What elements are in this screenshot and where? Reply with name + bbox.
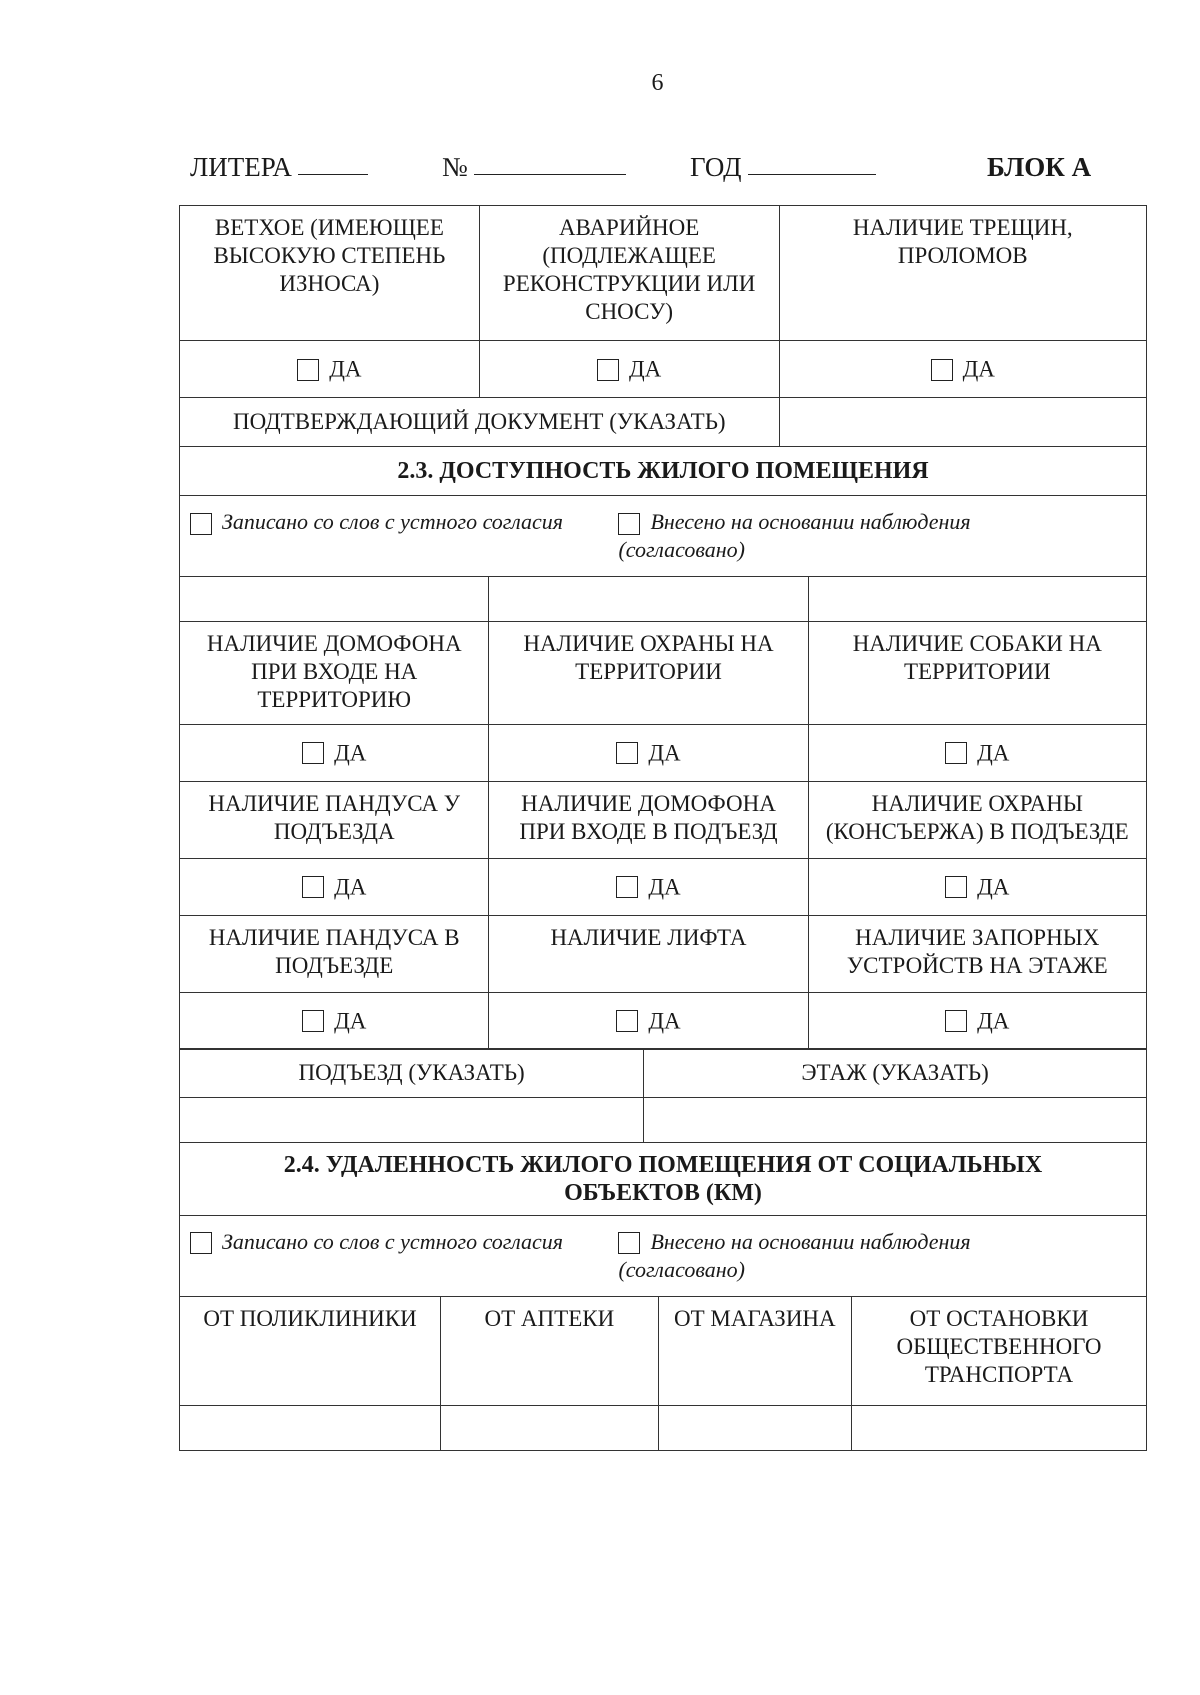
- oral-consent-option[interactable]: [190, 508, 563, 536]
- blank-cell[interactable]: [808, 576, 1146, 621]
- elevator-label: НАЛИЧИЕ ЛИФТА: [489, 915, 808, 992]
- intercom-entrance-label: НАЛИЧИЕ ДОМОФОНА ПРИ ВХОДЕ В ПОДЪЕЗД: [489, 781, 808, 858]
- blank-cell[interactable]: [489, 576, 808, 621]
- pharmacy-input[interactable]: [441, 1405, 659, 1450]
- security-territory-label: НАЛИЧИЕ ОХРАНЫ НА ТЕРРИТОРИИ: [489, 621, 808, 724]
- yes-label: ДА: [334, 1008, 367, 1034]
- floor-input[interactable]: [644, 1098, 1147, 1143]
- yes-label: ДА: [628, 356, 662, 382]
- cell-cracks: НАЛИЧИЕ ТРЕЩИН, ПРОЛОМОВ: [779, 206, 1146, 341]
- block-label: БЛОК А: [987, 152, 1092, 182]
- yes-option[interactable]: [808, 724, 1146, 781]
- litera-field: [190, 152, 292, 183]
- checkbox[interactable]: [297, 359, 319, 381]
- yes-option[interactable]: [180, 858, 489, 915]
- section-2-3-title: 2.3. ДОСТУПНОСТЬ ЖИЛОГО ПОМЕЩЕНИЯ: [180, 447, 1147, 496]
- litera-blank[interactable]: [298, 152, 368, 175]
- checkbox[interactable]: [616, 876, 638, 898]
- condition-table: [179, 205, 1147, 577]
- yes-option[interactable]: [779, 341, 1146, 398]
- yes-label: ДА: [977, 740, 1010, 766]
- consent-options-2-4: [180, 1215, 1147, 1296]
- yes-label: ДА: [334, 740, 367, 766]
- blank-cell[interactable]: [180, 576, 489, 621]
- yes-option[interactable]: [489, 858, 808, 915]
- checkbox[interactable]: [618, 513, 640, 535]
- dog-territory-label: НАЛИЧИЕ СОБАКИ НА ТЕРРИТОРИИ: [808, 621, 1146, 724]
- year-label: ГОД: [690, 152, 742, 182]
- form-table: [179, 205, 1147, 1451]
- checkbox[interactable]: [618, 1232, 640, 1254]
- yes-label: ДА: [977, 1008, 1010, 1034]
- entrance-label: ПОДЪЕЗД (УКАЗАТЬ): [180, 1049, 644, 1098]
- number-blank[interactable]: [474, 152, 626, 175]
- checkbox[interactable]: [945, 876, 967, 898]
- year-field: [690, 152, 742, 183]
- entrance-floor-table: [179, 1048, 1147, 1143]
- distance-table: [179, 1142, 1147, 1451]
- transport-stop-label: ОТ ОСТАНОВКИ ОБЩЕСТВЕННОГО ТРАНСПОРТА: [852, 1296, 1147, 1405]
- yes-option[interactable]: [180, 992, 489, 1049]
- ramp-inside-label: НАЛИЧИЕ ПАНДУСА В ПОДЪЕЗДЕ: [180, 915, 489, 992]
- checkbox[interactable]: [302, 1010, 324, 1032]
- yes-option[interactable]: [489, 992, 808, 1049]
- observation-label: Внесено на основании наблюдения (согласовано): [618, 1228, 971, 1282]
- concierge-label: НАЛИЧИЕ ОХРАНЫ (КОНСЪЕРЖА) В ПОДЪЕЗДЕ: [808, 781, 1146, 858]
- yes-option[interactable]: [479, 341, 779, 398]
- floor-label: ЭТАЖ (УКАЗАТЬ): [644, 1049, 1147, 1098]
- observation-label: Внесено на основании наблюдения (согласовано): [618, 509, 971, 562]
- oral-consent-label: Записано со слов с устного согласия: [222, 509, 563, 534]
- oral-consent-label: Записано со слов с устного согласия: [222, 1228, 563, 1254]
- observation-option[interactable]: [618, 508, 1048, 564]
- polyclinic-label: ОТ ПОЛИКЛИНИКИ: [180, 1296, 441, 1405]
- yes-label: ДА: [334, 874, 367, 900]
- checkbox[interactable]: [597, 359, 619, 381]
- entrance-input[interactable]: [180, 1098, 644, 1143]
- oral-consent-option[interactable]: [190, 1228, 563, 1256]
- checkbox[interactable]: [945, 742, 967, 764]
- number-label: №: [442, 152, 468, 182]
- yes-label: ДА: [648, 874, 681, 900]
- yes-option[interactable]: [808, 858, 1146, 915]
- accessibility-table: [179, 576, 1147, 1050]
- cell-emergency: АВАРИЙНОЕ (ПОДЛЕЖАЩЕЕ РЕКОНСТРУКЦИИ ИЛИ СНОСУ): [479, 206, 779, 341]
- store-input[interactable]: [658, 1405, 851, 1450]
- store-label: ОТ МАГАЗИНА: [658, 1296, 851, 1405]
- transport-stop-input[interactable]: [852, 1405, 1147, 1450]
- intercom-territory-label: НАЛИЧИЕ ДОМОФОНА ПРИ ВХОДЕ НА ТЕРРИТОРИЮ: [180, 621, 489, 724]
- observation-option[interactable]: [618, 1228, 1048, 1284]
- checkbox[interactable]: [945, 1010, 967, 1032]
- yes-label: ДА: [977, 874, 1010, 900]
- checkbox[interactable]: [616, 1010, 638, 1032]
- form-header: [190, 152, 1100, 188]
- checkbox[interactable]: [190, 1232, 212, 1254]
- pharmacy-label: ОТ АПТЕКИ: [441, 1296, 659, 1405]
- checkbox[interactable]: [302, 742, 324, 764]
- consent-options-2-3: [180, 496, 1147, 577]
- litera-label: ЛИТЕРА: [190, 152, 292, 182]
- year-blank[interactable]: [748, 152, 876, 175]
- confirm-doc-label: ПОДТВЕРЖДАЮЩИЙ ДОКУМЕНТ (УКАЗАТЬ): [180, 398, 780, 447]
- yes-label: ДА: [329, 356, 362, 382]
- checkbox[interactable]: [616, 742, 638, 764]
- number-field: [442, 152, 468, 183]
- page-number: 6: [651, 70, 664, 96]
- yes-option[interactable]: [808, 992, 1146, 1049]
- section-2-4-title: 2.4. УДАЛЕННОСТЬ ЖИЛОГО ПОМЕЩЕНИЯ ОТ СОЦИАЛЬНЫХ ОБЪЕКТОВ (КМ): [180, 1142, 1147, 1215]
- checkbox[interactable]: [302, 876, 324, 898]
- polyclinic-input[interactable]: [180, 1405, 441, 1450]
- yes-label: ДА: [962, 356, 995, 382]
- confirm-doc-input[interactable]: [779, 398, 1146, 447]
- cell-dilapidated: ВЕТХОЕ (ИМЕЮЩЕЕ ВЫСОКУЮ СТЕПЕНЬ ИЗНОСА): [180, 206, 480, 341]
- yes-option[interactable]: [180, 724, 489, 781]
- checkbox[interactable]: [190, 513, 212, 535]
- locking-devices-label: НАЛИЧИЕ ЗАПОРНЫХ УСТРОЙСТВ НА ЭТАЖЕ: [808, 915, 1146, 992]
- yes-label: ДА: [648, 740, 681, 766]
- yes-option[interactable]: [489, 724, 808, 781]
- yes-option[interactable]: [180, 341, 480, 398]
- yes-label: ДА: [648, 1008, 681, 1034]
- ramp-entrance-label: НАЛИЧИЕ ПАНДУСА У ПОДЪЕЗДА: [180, 781, 489, 858]
- checkbox[interactable]: [931, 359, 953, 381]
